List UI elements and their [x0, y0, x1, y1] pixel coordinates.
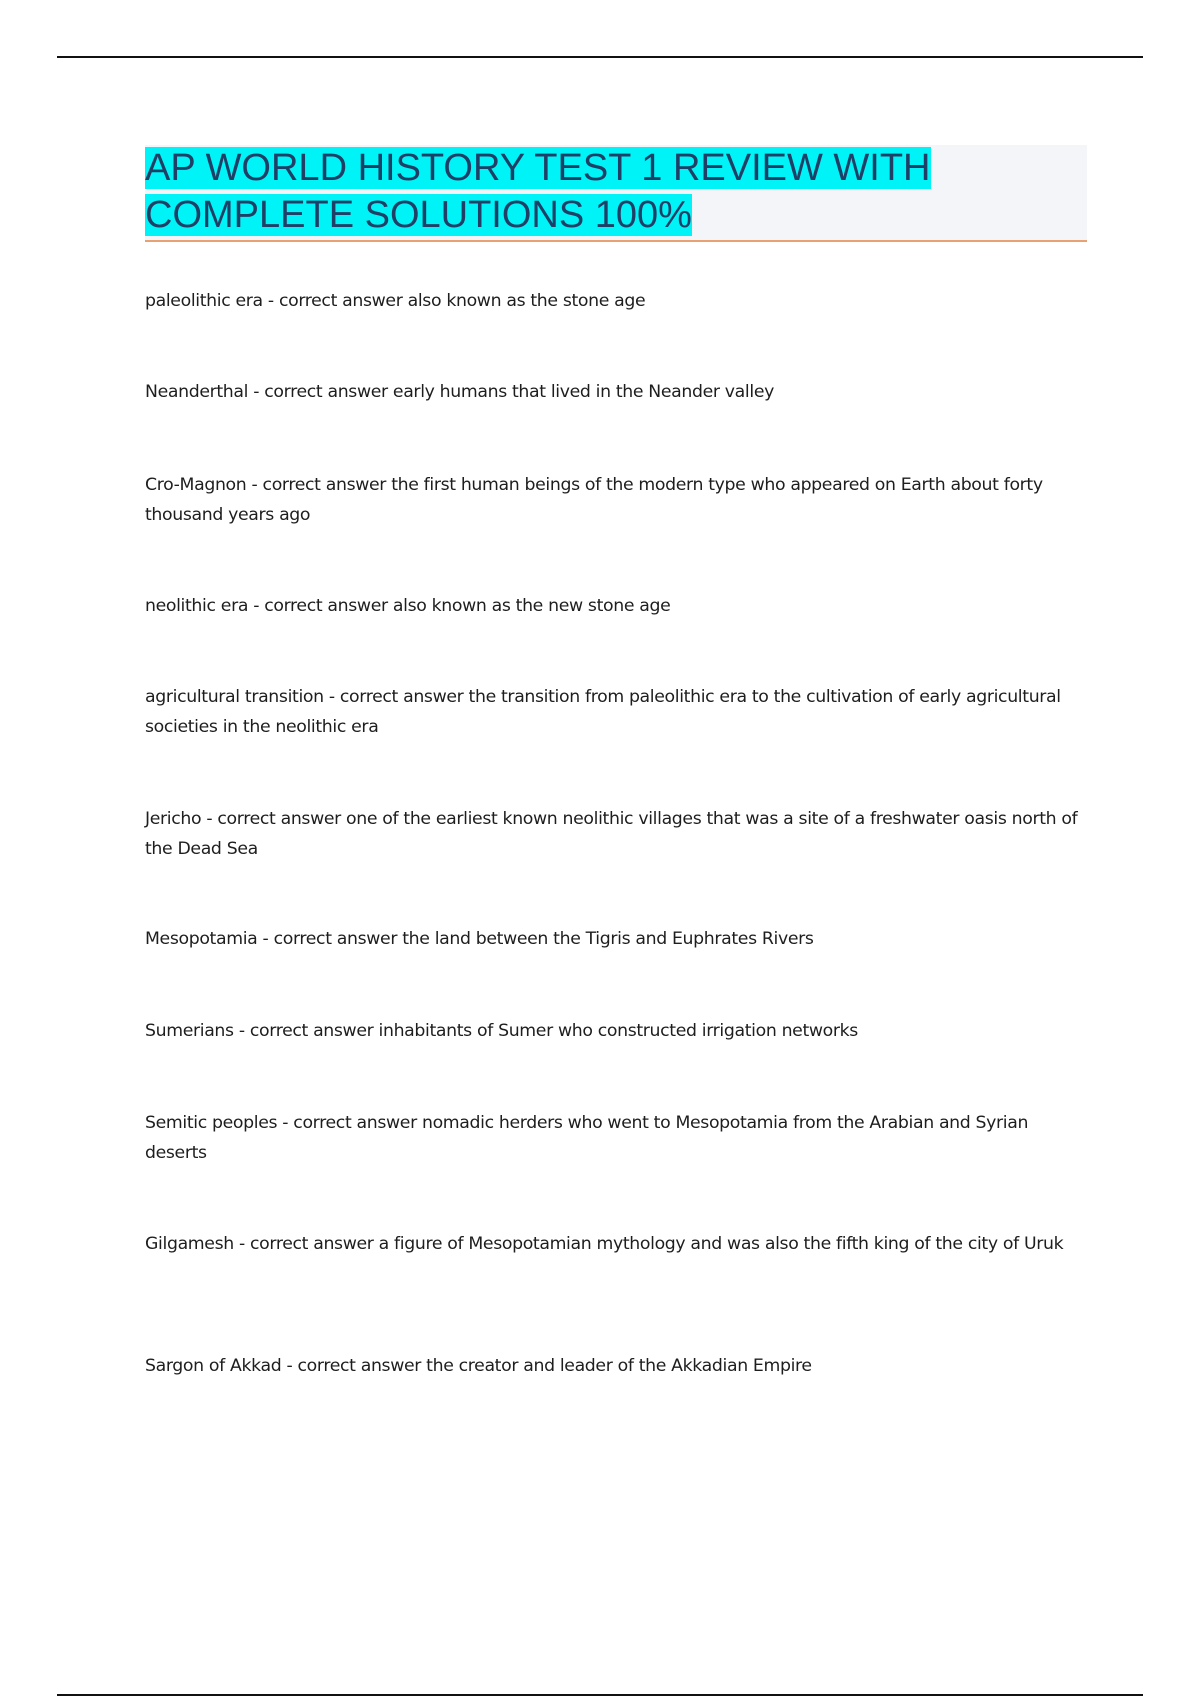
- title-highlight: AP WORLD HISTORY TEST 1 REVIEW WITH COMPLETE SOLUTIONS 100%: [145, 147, 931, 236]
- entry-agricultural-transition: agricultural transition - correct answer the transition from paleolithic era to the cultivation of early agricultural societies in the neolithic era: [145, 687, 1061, 737]
- page-bottom-rule: [57, 1694, 1143, 1696]
- entry-mesopotamia: Mesopotamia - correct answer the land between the Tigris and Euphrates Rivers: [145, 929, 814, 949]
- page-top-rule: [57, 56, 1143, 58]
- entry-semitic-peoples: Semitic peoples - correct answer nomadic herders who went to Mesopotamia from the Arabian and Syrian deserts: [145, 1113, 1029, 1163]
- title-block: [145, 145, 1087, 242]
- document-title: [145, 145, 1005, 239]
- entry-sargon-of-akkad: Sargon of Akkad - correct answer the creator and leader of the Akkadian Empire: [145, 1356, 812, 1376]
- entry-jericho: Jericho - correct answer one of the earliest known neolithic villages that was a site of a freshwater oasis north of the Dead Sea: [145, 809, 1078, 859]
- entry-cro-magnon: Cro-Magnon - correct answer the first human beings of the modern type who appeared on Earth about forty thousand years ago: [145, 475, 1043, 525]
- entry-paleolithic-era: paleolithic era - correct answer also known as the stone age: [145, 291, 646, 311]
- entry-neolithic-era: neolithic era - correct answer also known as the new stone age: [145, 596, 671, 616]
- entry-gilgamesh: Gilgamesh - correct answer a figure of Mesopotamian mythology and was also the fifth king of the city of Uruk: [145, 1234, 1064, 1254]
- entry-sumerians: Sumerians - correct answer inhabitants of Sumer who constructed irrigation networks: [145, 1021, 858, 1041]
- entry-neanderthal: Neanderthal - correct answer early humans that lived in the Neander valley: [145, 382, 774, 402]
